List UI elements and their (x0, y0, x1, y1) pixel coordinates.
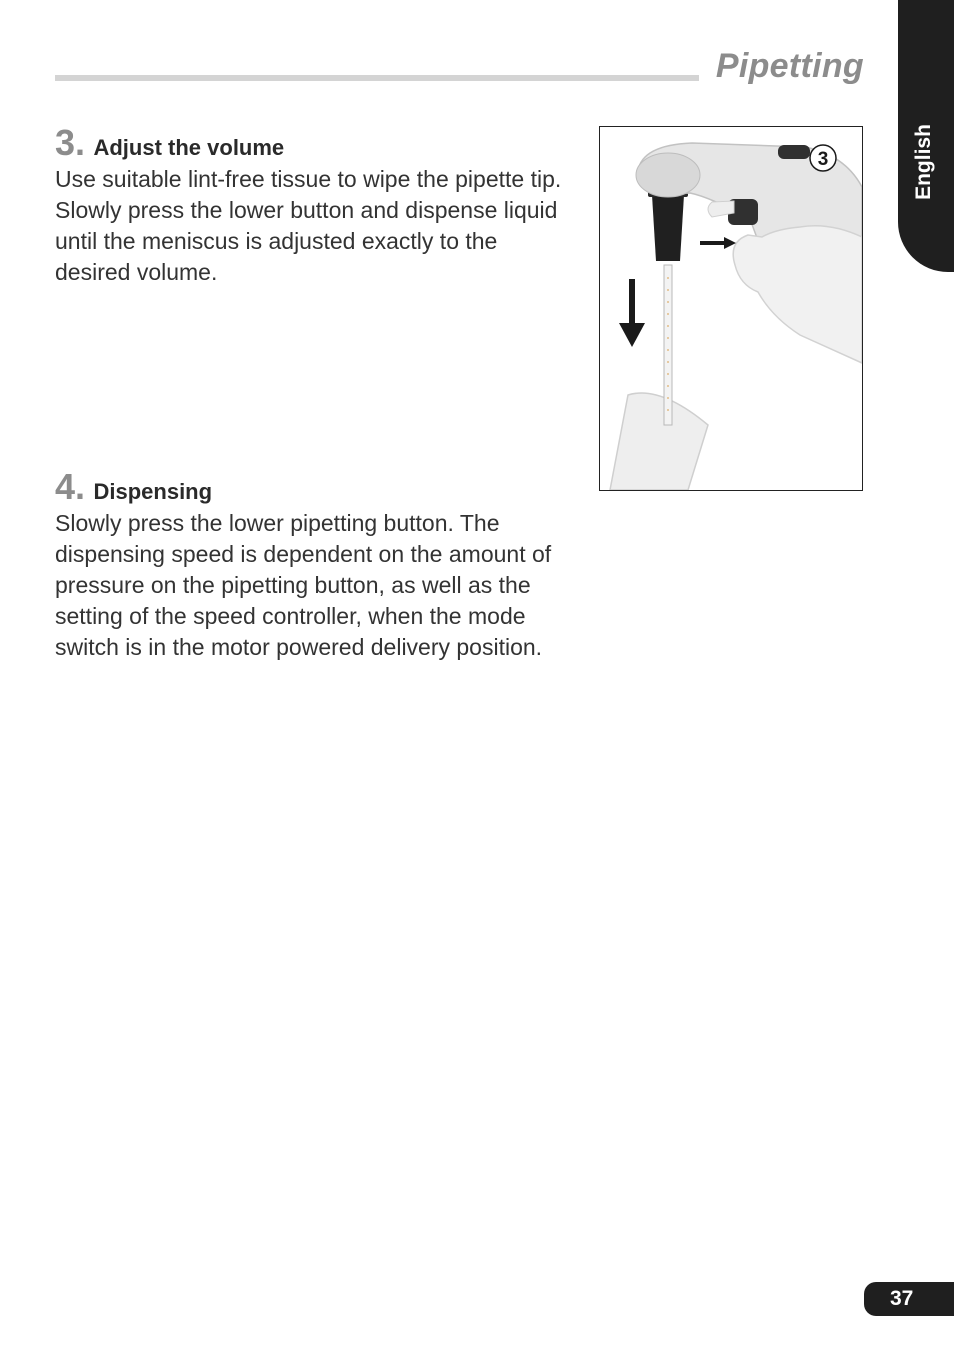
hand-shape (733, 226, 862, 363)
header-rule (55, 75, 699, 81)
section-number: 3. (55, 122, 86, 163)
paragraph: Use suitable lint-free tissue to wipe the pipette tip. (55, 166, 562, 192)
section-adjust-volume (55, 122, 575, 288)
step-label: 3 (817, 149, 829, 170)
pipette-drawing (600, 127, 862, 490)
section-body (55, 164, 575, 288)
paragraph: Slowly press the lower button and dispense liquid until the meniscus is adjusted exactly to the desired volume. (55, 197, 558, 285)
beaker-shape (610, 393, 708, 490)
paragraph: Slowly press the lower pipetting button. The dispensing speed is dependent on the amount of pressure on the pipetting button, as well as the setting of the speed controller, when the mode switch is in the motor powered delivery position. (55, 510, 552, 660)
pipette-nosepiece (652, 195, 684, 261)
section-body (55, 508, 575, 663)
dispense-arrow-icon (619, 323, 645, 347)
pipette-head (636, 153, 700, 197)
section-heading: Adjust the volume (93, 135, 285, 160)
section-dispensing (55, 466, 575, 663)
page-number-badge (864, 1282, 954, 1316)
pipette-illustration (599, 126, 863, 491)
page-title: Pipetting (715, 47, 864, 85)
page-number: 37 (890, 1287, 914, 1310)
upper-pipetting-button (778, 145, 810, 159)
section-number: 4. (55, 466, 86, 507)
section-header (55, 466, 575, 508)
section-heading: Dispensing (93, 479, 213, 504)
language-tab-label: English (912, 124, 935, 200)
section-header (55, 122, 575, 164)
